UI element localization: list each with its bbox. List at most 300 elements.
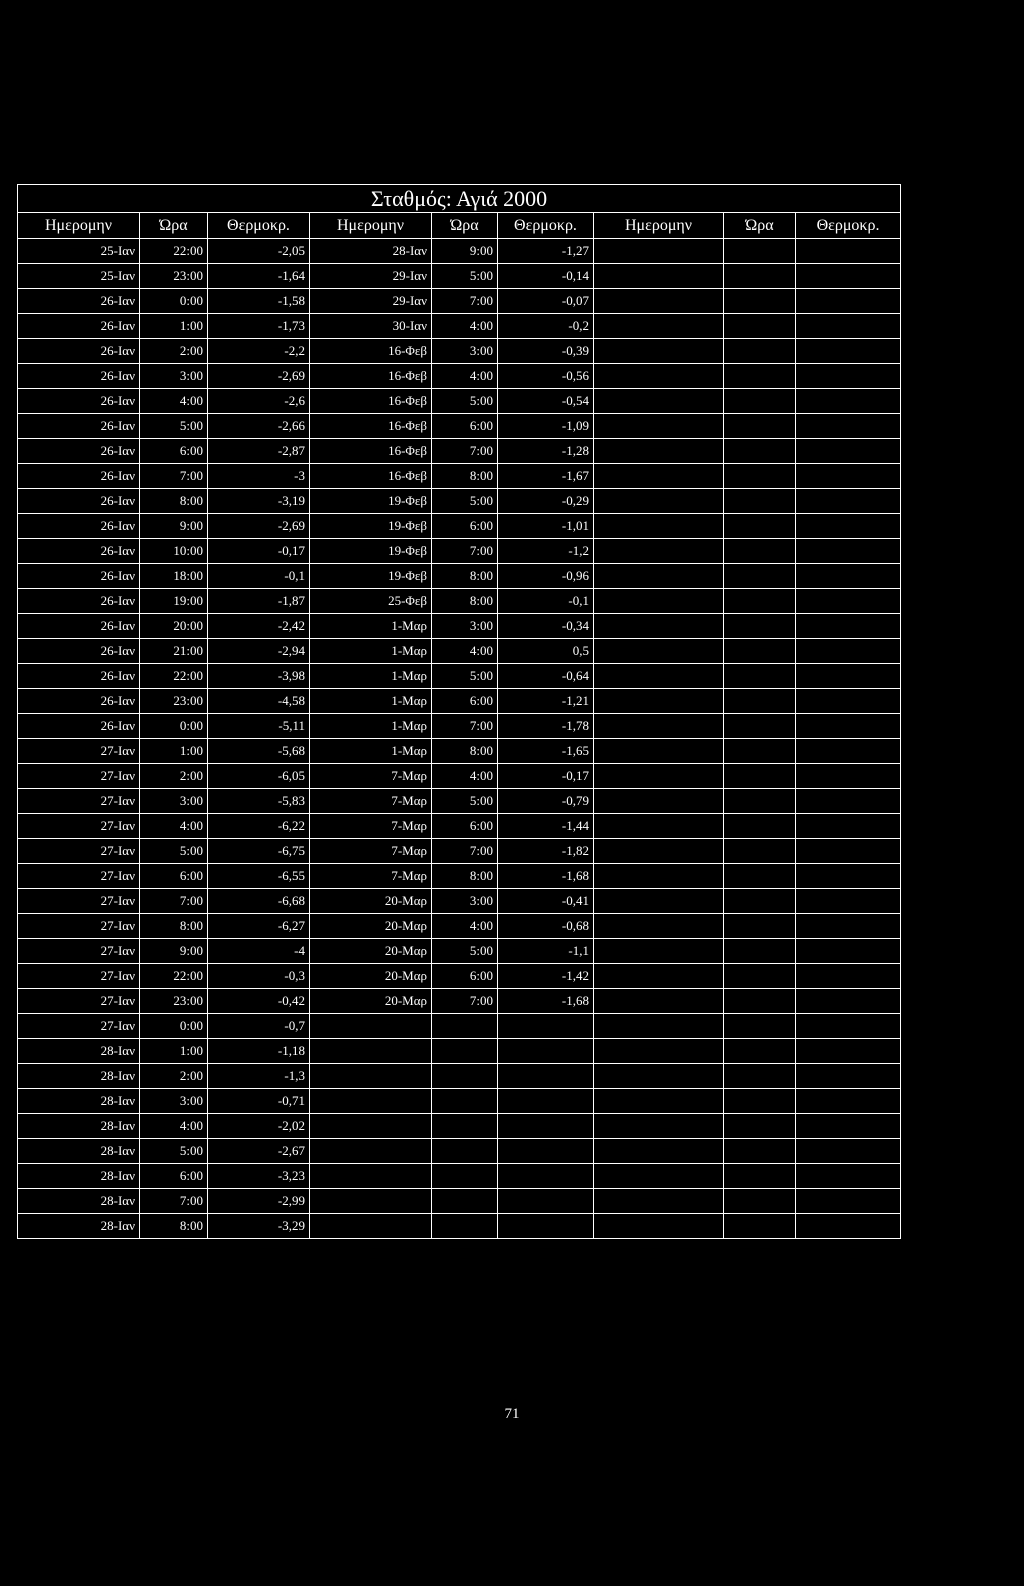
- cell-date-1: 27-Ιαν: [18, 814, 140, 839]
- cell-time-3: [724, 1039, 796, 1064]
- cell-temp-1: -5,68: [208, 739, 310, 764]
- cell-date-3: [594, 339, 724, 364]
- header-date-3: Ημερομην: [594, 213, 724, 239]
- header-date-1: Ημερομην: [18, 213, 140, 239]
- cell-date-1: 26-Ιαν: [18, 664, 140, 689]
- cell-temp-1: -0,42: [208, 989, 310, 1014]
- cell-date-1: 27-Ιαν: [18, 889, 140, 914]
- cell-temp-1: -1,58: [208, 289, 310, 314]
- cell-date-3: [594, 964, 724, 989]
- cell-date-1: 26-Ιαν: [18, 564, 140, 589]
- cell-time-2: 8:00: [432, 564, 498, 589]
- cell-time-3: [724, 414, 796, 439]
- table-row: [18, 639, 901, 664]
- cell-time-3: [724, 839, 796, 864]
- cell-time-3: [724, 1089, 796, 1114]
- cell-temp-3: [796, 764, 901, 789]
- cell-date-1: 27-Ιαν: [18, 989, 140, 1014]
- cell-time-2: 6:00: [432, 689, 498, 714]
- cell-date-2: 20-Μαρ: [310, 939, 432, 964]
- cell-temp-3: [796, 739, 901, 764]
- cell-date-2: [310, 1114, 432, 1139]
- header-time-3: Ώρα: [724, 213, 796, 239]
- table-row: [18, 264, 901, 289]
- cell-time-1: 23:00: [140, 689, 208, 714]
- cell-temp-1: -0,3: [208, 964, 310, 989]
- header-temp-1: Θερμοκρ.: [208, 213, 310, 239]
- cell-date-1: 26-Ιαν: [18, 314, 140, 339]
- cell-date-2: [310, 1039, 432, 1064]
- cell-date-1: 27-Ιαν: [18, 964, 140, 989]
- cell-time-1: 5:00: [140, 414, 208, 439]
- cell-time-1: 20:00: [140, 614, 208, 639]
- cell-time-1: 8:00: [140, 489, 208, 514]
- cell-time-3: [724, 1064, 796, 1089]
- cell-date-2: 1-Μαρ: [310, 739, 432, 764]
- table-row: [18, 1014, 901, 1039]
- cell-date-2: 30-Ιαν: [310, 314, 432, 339]
- cell-time-2: 3:00: [432, 339, 498, 364]
- header-time-2: Ώρα: [432, 213, 498, 239]
- cell-temp-2: -0,41: [498, 889, 594, 914]
- cell-time-2: 7:00: [432, 714, 498, 739]
- cell-temp-2: -0,79: [498, 789, 594, 814]
- table-row: [18, 339, 901, 364]
- cell-temp-2: -1,65: [498, 739, 594, 764]
- cell-temp-1: -2,2: [208, 339, 310, 364]
- cell-temp-2: -1,42: [498, 964, 594, 989]
- cell-date-2: 25-Φεβ: [310, 589, 432, 614]
- cell-temp-3: [796, 664, 901, 689]
- cell-date-3: [594, 989, 724, 1014]
- cell-date-2: [310, 1189, 432, 1214]
- title-row: [18, 185, 901, 213]
- cell-date-1: 28-Ιαν: [18, 1039, 140, 1064]
- cell-time-1: 22:00: [140, 239, 208, 264]
- cell-temp-1: -0,71: [208, 1089, 310, 1114]
- cell-time-2: 9:00: [432, 239, 498, 264]
- cell-date-1: 27-Ιαν: [18, 789, 140, 814]
- cell-temp-3: [796, 789, 901, 814]
- cell-time-3: [724, 689, 796, 714]
- cell-time-1: 0:00: [140, 289, 208, 314]
- cell-date-2: [310, 1164, 432, 1189]
- cell-time-3: [724, 314, 796, 339]
- cell-time-2: [432, 1064, 498, 1089]
- cell-time-1: 9:00: [140, 939, 208, 964]
- cell-date-2: 7-Μαρ: [310, 789, 432, 814]
- cell-temp-1: -2,94: [208, 639, 310, 664]
- cell-temp-2: -1,09: [498, 414, 594, 439]
- cell-temp-2: -0,68: [498, 914, 594, 939]
- cell-time-1: 10:00: [140, 539, 208, 564]
- cell-temp-2: -1,82: [498, 839, 594, 864]
- table-row: [18, 964, 901, 989]
- cell-time-2: 5:00: [432, 389, 498, 414]
- cell-date-2: [310, 1214, 432, 1239]
- cell-date-1: 26-Ιαν: [18, 714, 140, 739]
- cell-time-1: 6:00: [140, 439, 208, 464]
- header-temp-3: Θερμοκρ.: [796, 213, 901, 239]
- cell-date-2: 7-Μαρ: [310, 814, 432, 839]
- cell-date-3: [594, 1164, 724, 1189]
- cell-date-3: [594, 739, 724, 764]
- header-date-2: Ημερομην: [310, 213, 432, 239]
- cell-date-1: 27-Ιαν: [18, 839, 140, 864]
- cell-temp-2: -1,1: [498, 939, 594, 964]
- cell-temp-1: -2,66: [208, 414, 310, 439]
- cell-time-1: 6:00: [140, 1164, 208, 1189]
- cell-time-1: 3:00: [140, 364, 208, 389]
- cell-temp-1: -4,58: [208, 689, 310, 714]
- cell-time-1: 1:00: [140, 739, 208, 764]
- cell-time-3: [724, 664, 796, 689]
- cell-temp-1: -2,87: [208, 439, 310, 464]
- cell-temp-1: -3,19: [208, 489, 310, 514]
- table-row: [18, 1114, 901, 1139]
- cell-date-2: 1-Μαρ: [310, 614, 432, 639]
- cell-temp-2: [498, 1164, 594, 1189]
- cell-time-1: 18:00: [140, 564, 208, 589]
- cell-date-1: 28-Ιαν: [18, 1064, 140, 1089]
- cell-time-1: 6:00: [140, 864, 208, 889]
- cell-temp-3: [796, 264, 901, 289]
- cell-time-3: [724, 364, 796, 389]
- cell-date-1: 26-Ιαν: [18, 289, 140, 314]
- cell-time-2: 4:00: [432, 314, 498, 339]
- cell-temp-3: [796, 389, 901, 414]
- cell-date-2: [310, 1089, 432, 1114]
- cell-temp-1: -4: [208, 939, 310, 964]
- table-row: [18, 989, 901, 1014]
- cell-temp-2: 0,5: [498, 639, 594, 664]
- cell-time-1: 8:00: [140, 914, 208, 939]
- cell-temp-2: -0,17: [498, 764, 594, 789]
- cell-date-2: 16-Φεβ: [310, 339, 432, 364]
- cell-temp-1: -2,99: [208, 1189, 310, 1214]
- temperature-table-container: [17, 184, 900, 1239]
- cell-date-1: 26-Ιαν: [18, 689, 140, 714]
- cell-time-3: [724, 439, 796, 464]
- cell-time-2: [432, 1089, 498, 1114]
- cell-date-3: [594, 1139, 724, 1164]
- cell-date-2: 19-Φεβ: [310, 514, 432, 539]
- cell-time-1: 21:00: [140, 639, 208, 664]
- cell-date-3: [594, 889, 724, 914]
- cell-date-1: 28-Ιαν: [18, 1089, 140, 1114]
- cell-time-2: 8:00: [432, 464, 498, 489]
- cell-date-2: 19-Φεβ: [310, 564, 432, 589]
- cell-temp-2: -0,96: [498, 564, 594, 589]
- cell-time-1: 4:00: [140, 814, 208, 839]
- cell-time-1: 4:00: [140, 389, 208, 414]
- cell-date-2: 1-Μαρ: [310, 639, 432, 664]
- cell-time-2: 5:00: [432, 939, 498, 964]
- cell-time-2: [432, 1214, 498, 1239]
- cell-date-3: [594, 639, 724, 664]
- table-row: [18, 439, 901, 464]
- cell-date-2: 29-Ιαν: [310, 264, 432, 289]
- cell-date-3: [594, 1114, 724, 1139]
- cell-date-2: 1-Μαρ: [310, 689, 432, 714]
- cell-time-3: [724, 1014, 796, 1039]
- cell-temp-2: -1,21: [498, 689, 594, 714]
- cell-date-1: 27-Ιαν: [18, 764, 140, 789]
- cell-date-2: 1-Μαρ: [310, 714, 432, 739]
- cell-time-3: [724, 739, 796, 764]
- cell-time-2: 6:00: [432, 964, 498, 989]
- table-row: [18, 739, 901, 764]
- cell-date-3: [594, 814, 724, 839]
- cell-date-3: [594, 264, 724, 289]
- cell-temp-2: [498, 1214, 594, 1239]
- table-row: [18, 239, 901, 264]
- cell-time-2: 3:00: [432, 614, 498, 639]
- cell-temp-2: -1,28: [498, 439, 594, 464]
- cell-date-2: 7-Μαρ: [310, 764, 432, 789]
- cell-date-3: [594, 589, 724, 614]
- cell-date-3: [594, 1089, 724, 1114]
- cell-temp-1: -0,17: [208, 539, 310, 564]
- cell-time-3: [724, 264, 796, 289]
- cell-temp-3: [796, 989, 901, 1014]
- cell-date-3: [594, 914, 724, 939]
- cell-temp-1: -1,18: [208, 1039, 310, 1064]
- cell-date-1: 26-Ιαν: [18, 364, 140, 389]
- cell-time-3: [724, 489, 796, 514]
- cell-date-3: [594, 764, 724, 789]
- cell-date-1: 28-Ιαν: [18, 1214, 140, 1239]
- page-number: 71: [504, 1406, 520, 1422]
- table-row: [18, 939, 901, 964]
- cell-time-3: [724, 714, 796, 739]
- cell-temp-1: -6,55: [208, 864, 310, 889]
- cell-temp-3: [796, 839, 901, 864]
- cell-time-3: [724, 614, 796, 639]
- cell-temp-3: [796, 1189, 901, 1214]
- cell-time-3: [724, 589, 796, 614]
- cell-temp-2: [498, 1089, 594, 1114]
- table-row: [18, 789, 901, 814]
- cell-time-2: 3:00: [432, 889, 498, 914]
- cell-time-2: 5:00: [432, 664, 498, 689]
- cell-date-1: 28-Ιαν: [18, 1114, 140, 1139]
- cell-time-3: [724, 339, 796, 364]
- cell-temp-1: -2,69: [208, 364, 310, 389]
- cell-date-3: [594, 1064, 724, 1089]
- cell-temp-3: [796, 1139, 901, 1164]
- cell-time-1: 7:00: [140, 889, 208, 914]
- cell-temp-3: [796, 689, 901, 714]
- cell-temp-3: [796, 239, 901, 264]
- cell-temp-3: [796, 414, 901, 439]
- cell-date-3: [594, 364, 724, 389]
- cell-temp-2: [498, 1064, 594, 1089]
- cell-date-1: 28-Ιαν: [18, 1164, 140, 1189]
- cell-date-3: [594, 664, 724, 689]
- cell-time-2: 4:00: [432, 914, 498, 939]
- cell-time-1: 2:00: [140, 339, 208, 364]
- table-row: [18, 664, 901, 689]
- cell-date-3: [594, 939, 724, 964]
- cell-time-2: [432, 1189, 498, 1214]
- cell-date-2: 16-Φεβ: [310, 414, 432, 439]
- table-row: [18, 489, 901, 514]
- table-row: [18, 1064, 901, 1089]
- cell-time-3: [724, 289, 796, 314]
- cell-date-2: 1-Μαρ: [310, 664, 432, 689]
- cell-temp-3: [796, 564, 901, 589]
- cell-temp-3: [796, 939, 901, 964]
- cell-time-3: [724, 564, 796, 589]
- cell-time-2: 8:00: [432, 864, 498, 889]
- cell-date-2: 16-Φεβ: [310, 364, 432, 389]
- cell-time-2: 6:00: [432, 414, 498, 439]
- cell-date-2: [310, 1064, 432, 1089]
- table-row: [18, 314, 901, 339]
- cell-time-2: 6:00: [432, 514, 498, 539]
- cell-temp-2: -0,39: [498, 339, 594, 364]
- cell-time-3: [724, 239, 796, 264]
- table-row: [18, 814, 901, 839]
- table-row: [18, 889, 901, 914]
- cell-date-1: 26-Ιαν: [18, 489, 140, 514]
- cell-temp-2: -0,29: [498, 489, 594, 514]
- cell-temp-3: [796, 889, 901, 914]
- table-row: [18, 864, 901, 889]
- cell-temp-2: -1,67: [498, 464, 594, 489]
- cell-date-3: [594, 564, 724, 589]
- table-row: [18, 1189, 901, 1214]
- cell-date-2: 20-Μαρ: [310, 914, 432, 939]
- cell-temp-1: -5,11: [208, 714, 310, 739]
- cell-temp-3: [796, 489, 901, 514]
- cell-time-1: 3:00: [140, 789, 208, 814]
- cell-temp-3: [796, 1039, 901, 1064]
- table-row: [18, 564, 901, 589]
- cell-time-2: 5:00: [432, 264, 498, 289]
- cell-date-2: 16-Φεβ: [310, 389, 432, 414]
- cell-time-1: 8:00: [140, 1214, 208, 1239]
- cell-date-1: 28-Ιαν: [18, 1139, 140, 1164]
- cell-temp-3: [796, 614, 901, 639]
- cell-time-1: 1:00: [140, 314, 208, 339]
- table-row: [18, 464, 901, 489]
- table-body: [18, 239, 901, 1239]
- cell-date-3: [594, 789, 724, 814]
- table-row: [18, 1139, 901, 1164]
- cell-date-1: 26-Ιαν: [18, 464, 140, 489]
- cell-temp-2: -1,68: [498, 989, 594, 1014]
- cell-time-3: [724, 764, 796, 789]
- cell-temp-3: [796, 1089, 901, 1114]
- cell-temp-3: [796, 464, 901, 489]
- cell-temp-2: -0,34: [498, 614, 594, 639]
- header-time-1: Ώρα: [140, 213, 208, 239]
- cell-temp-2: -1,78: [498, 714, 594, 739]
- cell-date-3: [594, 689, 724, 714]
- cell-time-1: 5:00: [140, 839, 208, 864]
- cell-temp-1: -2,02: [208, 1114, 310, 1139]
- header-row: [18, 213, 901, 239]
- cell-date-3: [594, 1039, 724, 1064]
- cell-time-3: [724, 539, 796, 564]
- cell-temp-3: [796, 714, 901, 739]
- cell-temp-2: -1,27: [498, 239, 594, 264]
- cell-time-1: 7:00: [140, 1189, 208, 1214]
- cell-temp-3: [796, 289, 901, 314]
- cell-time-2: 4:00: [432, 364, 498, 389]
- table-row: [18, 1164, 901, 1189]
- header-temp-2: Θερμοκρ.: [498, 213, 594, 239]
- cell-date-3: [594, 1214, 724, 1239]
- cell-time-2: 6:00: [432, 814, 498, 839]
- cell-date-2: 7-Μαρ: [310, 839, 432, 864]
- cell-temp-1: -3,23: [208, 1164, 310, 1189]
- cell-temp-2: [498, 1139, 594, 1164]
- cell-date-3: [594, 864, 724, 889]
- cell-time-3: [724, 1214, 796, 1239]
- cell-date-1: 25-Ιαν: [18, 239, 140, 264]
- cell-temp-3: [796, 1114, 901, 1139]
- cell-time-2: 5:00: [432, 489, 498, 514]
- cell-date-2: 29-Ιαν: [310, 289, 432, 314]
- cell-date-3: [594, 1189, 724, 1214]
- cell-time-2: 8:00: [432, 739, 498, 764]
- cell-date-3: [594, 439, 724, 464]
- cell-time-3: [724, 464, 796, 489]
- cell-date-1: 27-Ιαν: [18, 739, 140, 764]
- table-row: [18, 539, 901, 564]
- cell-date-1: 26-Ιαν: [18, 589, 140, 614]
- cell-time-3: [724, 1139, 796, 1164]
- table-row: [18, 614, 901, 639]
- cell-time-3: [724, 389, 796, 414]
- cell-temp-3: [796, 864, 901, 889]
- cell-time-1: 22:00: [140, 664, 208, 689]
- cell-temp-1: -2,42: [208, 614, 310, 639]
- cell-time-1: 0:00: [140, 714, 208, 739]
- cell-temp-3: [796, 364, 901, 389]
- cell-time-3: [724, 889, 796, 914]
- cell-date-2: 20-Μαρ: [310, 889, 432, 914]
- cell-time-1: 23:00: [140, 264, 208, 289]
- table-row: [18, 414, 901, 439]
- cell-time-3: [724, 789, 796, 814]
- table-row: [18, 1089, 901, 1114]
- cell-temp-3: [796, 514, 901, 539]
- cell-temp-3: [796, 539, 901, 564]
- cell-time-3: [724, 914, 796, 939]
- table-row: [18, 689, 901, 714]
- cell-time-1: 22:00: [140, 964, 208, 989]
- cell-time-3: [724, 1189, 796, 1214]
- table-row: [18, 364, 901, 389]
- cell-temp-3: [796, 314, 901, 339]
- table-row: [18, 289, 901, 314]
- cell-temp-1: -2,69: [208, 514, 310, 539]
- cell-date-2: 20-Μαρ: [310, 964, 432, 989]
- cell-temp-3: [796, 1214, 901, 1239]
- cell-time-3: [724, 964, 796, 989]
- cell-date-1: 26-Ιαν: [18, 389, 140, 414]
- cell-time-2: [432, 1114, 498, 1139]
- cell-time-1: 23:00: [140, 989, 208, 1014]
- cell-time-1: 7:00: [140, 464, 208, 489]
- cell-date-2: 28-Ιαν: [310, 239, 432, 264]
- cell-time-1: 2:00: [140, 764, 208, 789]
- cell-time-2: 4:00: [432, 639, 498, 664]
